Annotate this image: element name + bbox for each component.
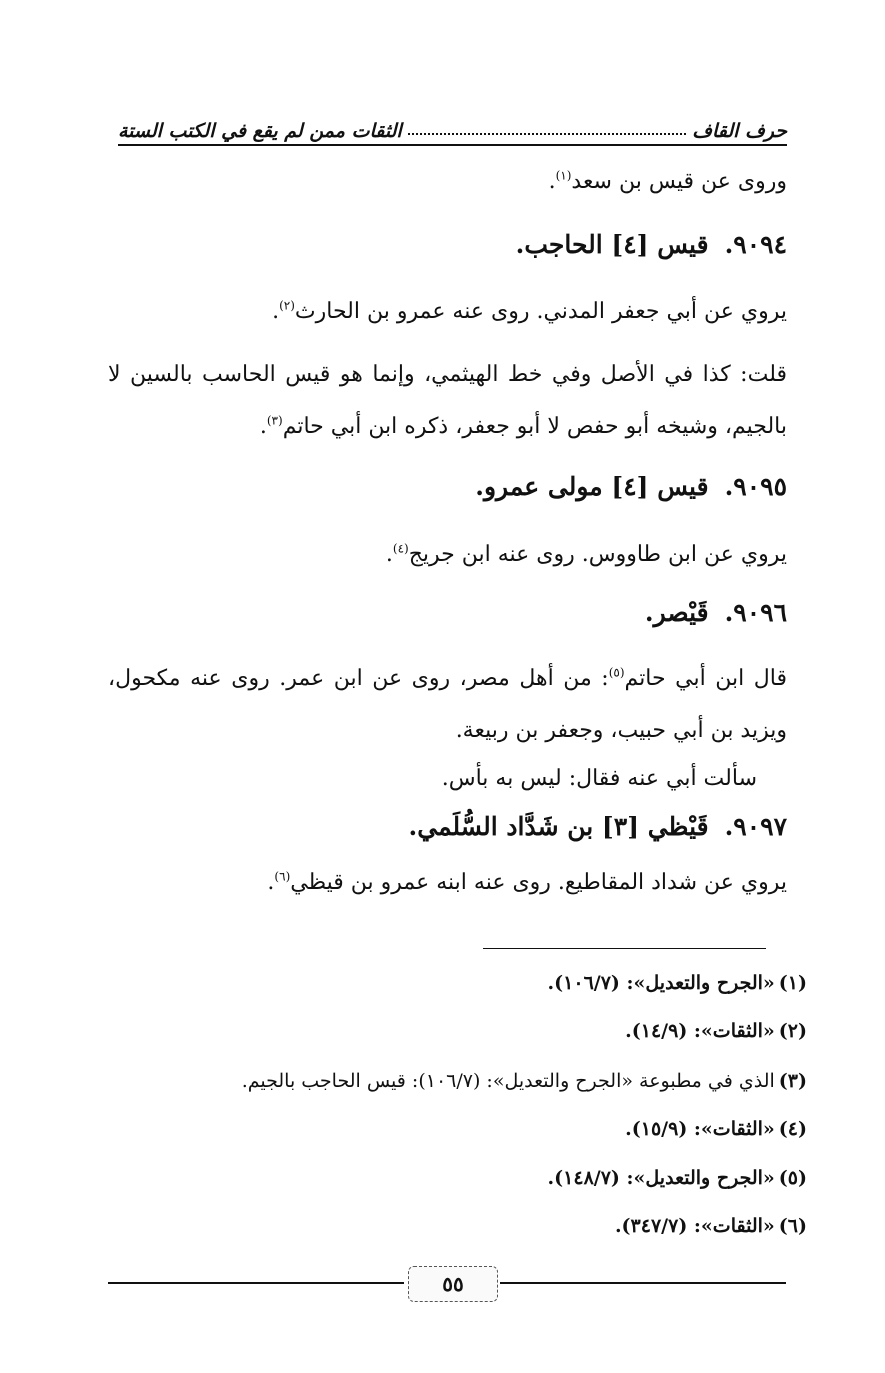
footnote-number: (٣): [778, 1070, 807, 1092]
text-span: قال ابن أبي حاتم: [624, 666, 787, 691]
text-span: يروي عن ابن طاووس. روى عنه ابن جريج: [408, 542, 787, 567]
footnote-text: «الثقات»: (٣٤٧/٧).: [614, 1215, 775, 1237]
text-line: [108, 866, 787, 900]
footnote-text: «الجرح والتعديل»: (١٠٦/٧).: [547, 972, 775, 994]
footnote-text: الذي في مطبوعة «الجرح والتعديل»: (١٠٦/٧): قيس الحاجب بالجيم.: [241, 1070, 775, 1092]
entry-number: ٩٠٩٥.: [724, 472, 787, 501]
footnote-marker: (٦): [274, 869, 291, 884]
running-header: [118, 108, 787, 146]
entry-number: ٩٠٩٤.: [724, 230, 787, 259]
footnote-text: «الجرح والتعديل»: (١٤٨/٧).: [547, 1167, 775, 1189]
entry-heading: [108, 470, 787, 504]
footnote-text: «الثقات»: (١٤/٩).: [625, 1020, 775, 1042]
entry-title: قيس [٤] الحاجب.: [515, 230, 709, 259]
header-dots: [408, 133, 687, 135]
footnote-marker: (٢): [279, 298, 295, 313]
footnote-separator: [483, 948, 766, 949]
text-span: : من أهل مصر، روى عن ابن عمر. روى عنه مكحول،: [108, 666, 609, 691]
entry-title: قيس [٤] مولى عمرو.: [475, 472, 709, 501]
text-span: .: [259, 414, 267, 439]
text-span: .: [272, 299, 280, 324]
header-chapter: حرف القاف: [692, 120, 787, 142]
entry-title: قَيْصر.: [644, 598, 709, 627]
entry-heading: [108, 810, 787, 844]
footnote: [108, 1016, 807, 1046]
footnote-number: (٥): [778, 1167, 807, 1189]
footnote: [108, 1211, 807, 1241]
entry-heading: [108, 596, 787, 630]
text-span: .: [385, 542, 393, 567]
text-span: .: [548, 169, 556, 194]
footnote-text: «الثقات»: (١٥/٩).: [625, 1118, 775, 1140]
footnote: [108, 1114, 807, 1144]
text-span: يروي عن أبي جعفر المدني. روى عنه عمرو بن الحارث: [294, 299, 787, 324]
footnote: [108, 968, 807, 998]
page-number: ٥٥: [408, 1266, 498, 1302]
footnote-number: (٢): [778, 1020, 807, 1042]
entry-number: ٩٠٩٦.: [724, 598, 787, 627]
text-span: ويزيد بن أبي حبيب، وجعفر بن ربيعة.: [455, 718, 787, 743]
footnote-marker: (٣): [266, 413, 283, 428]
text-line: [108, 714, 787, 748]
text-line: [108, 762, 787, 796]
text-span: سألت أبي عنه فقال: ليس به بأس.: [441, 766, 757, 791]
footnote-number: (٦): [778, 1215, 807, 1237]
text-span: قلت: كذا في الأصل وفي خط الهيثمي، وإنما هو قيس الحاسب بالسين لا: [108, 362, 787, 387]
text-line: [108, 662, 787, 696]
footnote-marker: (٤): [392, 541, 409, 556]
footnote-marker: (٥): [608, 665, 625, 680]
footnote-marker: (١): [555, 168, 572, 183]
footnote-number: (٤): [778, 1118, 807, 1140]
text-span: يروي عن شداد المقاطيع. روى عنه ابنه عمرو بن قيظي: [290, 870, 787, 895]
footnote-number: (١): [778, 972, 807, 994]
header-book-title: الثقات ممن لم يقع في الكتب الستة: [118, 120, 402, 142]
text-line: [108, 358, 787, 392]
text-line: [108, 295, 787, 329]
text-span: بالجيم، وشيخه أبو حفص لا أبو جعفر، ذكره ابن أبي حاتم: [282, 414, 787, 439]
footnote: [108, 1163, 807, 1193]
entry-number: ٩٠٩٧.: [724, 812, 787, 841]
text-line: [108, 165, 787, 199]
text-span: .: [267, 870, 275, 895]
footnote: [108, 1066, 807, 1096]
entry-heading: [108, 228, 787, 262]
footer-rule-right: [500, 1282, 786, 1284]
text-line: [108, 410, 787, 444]
footer-rule-left: [108, 1282, 404, 1284]
text-line: [108, 538, 787, 572]
entry-title: قَيْظي [٣] بن شَدَّاد السُّلَمي.: [408, 812, 709, 841]
text-span: وروى عن قيس بن سعد: [571, 169, 787, 194]
